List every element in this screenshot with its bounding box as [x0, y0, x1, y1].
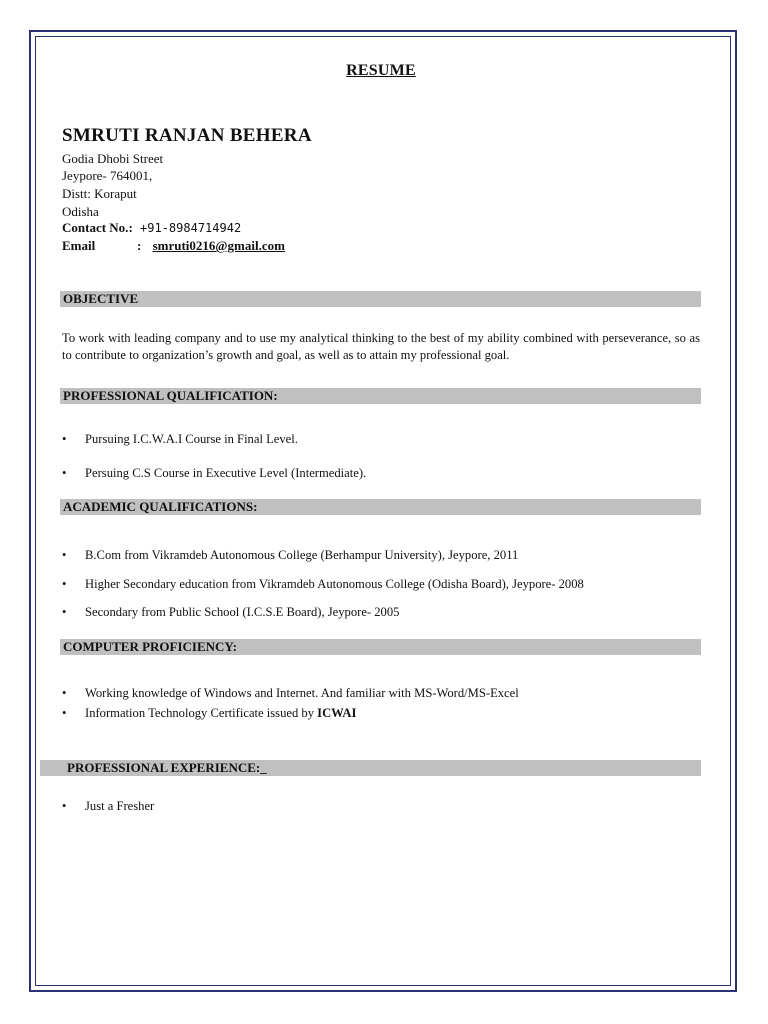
section-heading-computer-proficiency: COMPUTER PROFICIENCY: [60, 639, 701, 655]
email-link[interactable]: smruti0216@gmail.com [152, 238, 285, 253]
bullet-icon: • [62, 577, 67, 591]
contact-value: +91-8984714942 [140, 221, 242, 235]
list-item-text [85, 706, 356, 721]
email-separator: : [137, 238, 142, 253]
address-line: Distt: Koraput [62, 186, 137, 201]
bullet-icon: • [62, 432, 67, 446]
address-line: Odisha [62, 204, 99, 219]
list-item-text: Secondary from Public School (I.C.S.E Board), Jeypore- 2005 [85, 605, 400, 619]
candidate-name: SMRUTI RANJAN BEHERA [62, 125, 312, 146]
bullet-icon: • [62, 706, 67, 720]
list-item-text: Higher Secondary education from Vikramdeb Autonomous College (Odisha Board), Jeypore- 2008 [85, 577, 584, 591]
section-heading-professional-experience: PROFESSIONAL EXPERIENCE:_ [40, 760, 701, 776]
email-row [62, 238, 285, 254]
list-item-text: Just a Fresher [85, 799, 155, 813]
certificate-text: Information Technology Certificate issued by [85, 706, 315, 720]
contact-row [62, 220, 241, 236]
list-item-text: Pursuing I.C.W.A.I Course in Final Level. [85, 432, 298, 446]
bullet-icon: • [62, 548, 67, 562]
bullet-icon: • [62, 686, 67, 700]
email-label: Email [62, 238, 96, 253]
contact-separator: : [128, 220, 133, 235]
bullet-icon: • [62, 799, 67, 813]
bullet-icon: • [62, 605, 67, 619]
section-heading-objective: OBJECTIVE [60, 291, 701, 307]
contact-label: Contact No. [62, 220, 129, 235]
certificate-issuer: ICWAI [317, 706, 357, 720]
list-item-text: Working knowledge of Windows and Internet. And familiar with MS-Word/MS-Excel [85, 686, 519, 700]
list-item-text: B.Com from Vikramdeb Autonomous College (Berhampur University), Jeypore, 2011 [85, 548, 519, 562]
address-line: Jeypore- 764001, [62, 168, 153, 183]
resume-title: RESUME [346, 62, 416, 79]
section-heading-professional-qualification: PROFESSIONAL QUALIFICATION: [60, 388, 701, 404]
section-heading-academic-qualifications: ACADEMIC QUALIFICATIONS: [60, 499, 701, 515]
list-item-text: Persuing C.S Course in Executive Level (Intermediate). [85, 466, 367, 480]
bullet-icon: • [62, 466, 67, 480]
objective-text: To work with leading company and to use my analytical thinking to the best of my ability combined with perseverance, so as to contribute to organization’s growth and goal, as well as to attain my professional goal. [62, 331, 700, 362]
address-line: Godia Dhobi Street [62, 151, 164, 166]
